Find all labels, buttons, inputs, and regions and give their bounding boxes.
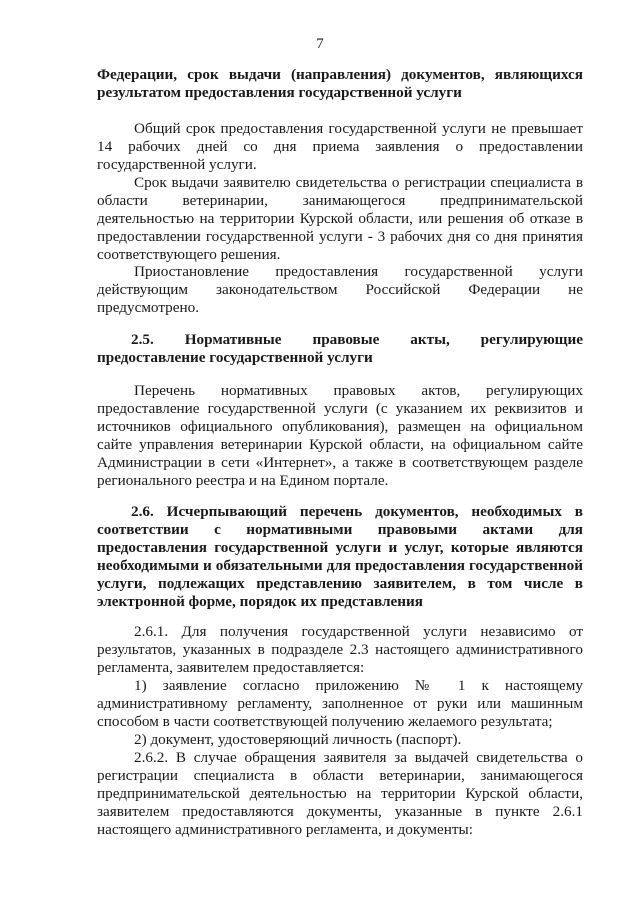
text-line: настоящего административного регламента, и документы:: [97, 821, 473, 838]
text-line: соответствующего решения.: [97, 246, 281, 263]
text-line: регионального реестра и на Едином портале.: [97, 472, 389, 489]
paragraph-2-6-1: [97, 623, 583, 677]
text-line: государственной услуги.: [97, 156, 257, 173]
text-line: Приостановление предоставления государственной услуги: [134, 263, 583, 280]
section-heading-2-6: [97, 503, 583, 611]
text-line: предоставлении государственной услуги - 3 рабочих дня со дня принятия: [97, 228, 583, 245]
text-line: способом в части соответствующей получению желаемого результата;: [97, 713, 553, 730]
paragraph-suspension: [97, 263, 583, 317]
section-heading-continuation: [97, 66, 583, 102]
text-line: регламента, заявителем предоставляется:: [97, 659, 365, 676]
heading-line: предоставление государственной услуги: [97, 349, 373, 366]
paragraph-2-6-2: [97, 749, 583, 839]
text-line: сайте управления ветеринарии Курской области, на официальном сайте: [97, 436, 583, 453]
text-line: предпринимательской деятельностью на территории Курской области,: [97, 785, 583, 802]
list-item-2: [97, 731, 583, 749]
heading-line: предоставления государственной услуги и услуг, которые являются: [97, 539, 583, 556]
paragraph-issue-term: [97, 174, 583, 264]
text-line: предусмотрено.: [97, 299, 200, 316]
text-line: результатов, указанных в подразделе 2.3 настоящего административного: [97, 641, 583, 658]
text-line: Общий срок предоставления государственной услуги не превышает: [134, 120, 583, 137]
text-line: деятельностью на территории Курской области, или решения об отказе в: [97, 210, 583, 227]
text-line: 2.6.1. Для получения государственной услуги независимо от: [134, 623, 583, 640]
text-line: 2) документ, удостоверяющий личность (паспорт).: [134, 731, 462, 748]
text-line: Перечень нормативных правовых актов, регулирующих: [134, 382, 583, 399]
heading-line: результатом предоставления государственной услуги: [97, 84, 462, 101]
text-line: области ветеринарии, занимающегося предпринимательской: [97, 192, 583, 209]
heading-line: необходимыми и обязательными для предоставления государственной: [97, 557, 583, 574]
list-item-1: [97, 677, 583, 731]
text-line: 14 рабочих дней со дня приема заявления о предоставлении: [97, 138, 583, 155]
paragraph-legal-acts: [97, 382, 583, 490]
text-line: Срок выдачи заявителю свидетельства о регистрации специалиста в: [134, 174, 583, 191]
text-line: источников официального опубликования), размещен на официальном: [97, 418, 583, 435]
heading-line: 2.6. Исчерпывающий перечень документов, необходимых в: [131, 503, 583, 520]
heading-line: электронной форме, порядок их представления: [97, 593, 423, 610]
heading-line: соответствии с нормативными правовыми актами для: [97, 521, 583, 538]
heading-line: Федерации, срок выдачи (направления) документов, являющихся: [97, 66, 583, 83]
text-line: 2.6.2. В случае обращения заявителя за выдачей свидетельства о: [134, 749, 583, 766]
paragraph-term: [97, 120, 583, 174]
text-line: предоставление государственной услуги (с указанием их реквизитов и: [97, 400, 583, 417]
text-line: 1) заявление согласно приложению № 1 к настоящему: [134, 677, 583, 694]
page-number: 7: [316, 36, 324, 52]
text-line: Администрации в сети «Интернет», а также в соответствующем разделе: [97, 454, 583, 471]
text-line: действующим законодательством Российской Федерации не: [97, 281, 583, 298]
text-line: заявителем предоставляются документы, указанные в пункте 2.6.1: [97, 803, 583, 820]
heading-line: 2.5. Нормативные правовые акты, регулирующие: [131, 331, 583, 348]
text-line: регистрации специалиста в области ветеринарии, занимающегося: [97, 767, 583, 784]
section-heading-2-5: [97, 331, 583, 367]
text-line: административному регламенту, заполненное от руки или машинным: [97, 695, 583, 712]
heading-line: услуги, подлежащих представлению заявителем, в том числе в: [97, 575, 583, 592]
